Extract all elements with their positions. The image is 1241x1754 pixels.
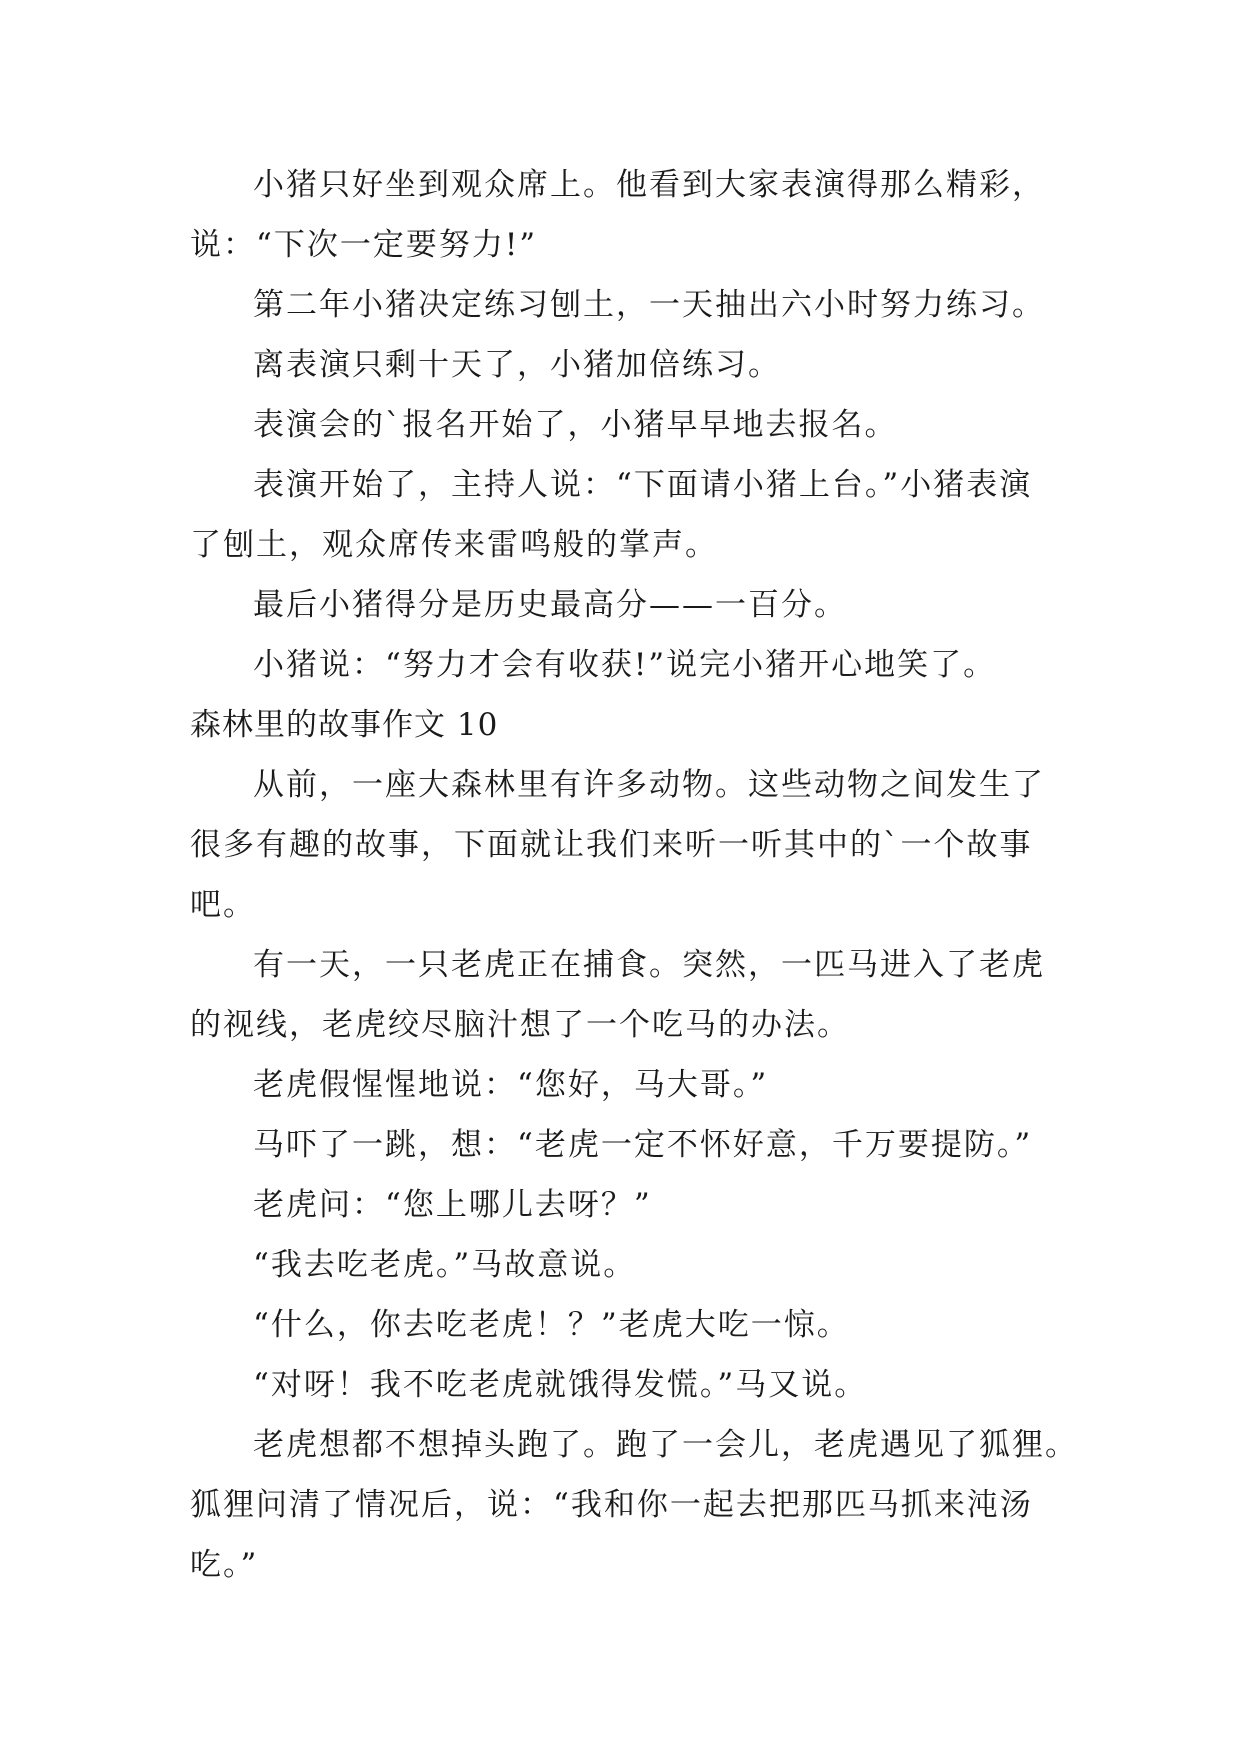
paragraph-line: 小猪说：“努力才会有收获!”说完小猪开心地笑了。: [253, 647, 997, 683]
paragraph-line: 从前，一座大森林里有许多动物。这些动物之间发生了: [253, 767, 1045, 803]
paragraph-line: 离表演只剩十天了，小猪加倍练习。: [253, 347, 781, 383]
paragraph-line: “什么，你去吃老虎！？”老虎大吃一惊。: [253, 1307, 850, 1343]
paragraph-line: 马吓了一跳，想：“老虎一定不怀好意，千万要提防。”: [253, 1127, 1033, 1163]
paragraph-line: “对呀！我不吃老虎就饿得发慌。”马又说。: [253, 1367, 868, 1403]
paragraph-line: 的视线，老虎绞尽脑汁想了一个吃马的办法。: [190, 1007, 850, 1043]
paragraph-line: 狐狸问清了情况后，说：“我和你一起去把那匹马抓来沌汤: [190, 1487, 1033, 1523]
paragraph-line: 最后小猪得分是历史最高分——一百分。: [253, 587, 847, 623]
paragraph-line: 很多有趣的故事，下面就让我们来听一听其中的`一个故事: [190, 827, 1033, 863]
paragraph-line: 表演会的`报名开始了，小猪早早地去报名。: [253, 407, 898, 443]
paragraph-line: 说：“下次一定要努力!”: [190, 227, 538, 263]
paragraph-line: 有一天，一只老虎正在捕食。突然，一匹马进入了老虎: [253, 947, 1045, 983]
paragraph-line: 表演开始了，主持人说：“下面请小猪上台。”小猪表演: [253, 467, 1033, 503]
paragraph-line: 第二年小猪决定练习刨土，一天抽出六小时努力练习。: [253, 287, 1045, 323]
paragraph-line: 吧。: [190, 887, 256, 923]
paragraph-line: 小猪只好坐到观众席上。他看到大家表演得那么精彩，: [253, 167, 1045, 203]
paragraph-line: “我去吃老虎。”马故意说。: [253, 1247, 637, 1283]
document-body: [190, 155, 1080, 1595]
section-heading: 森林里的故事作文 10: [190, 707, 499, 743]
paragraph-line: 老虎想都不想掉头跑了。跑了一会儿，老虎遇见了狐狸。: [253, 1427, 1078, 1463]
paragraph-line: 老虎假惺惺地说：“您好，马大哥。”: [253, 1067, 769, 1103]
paragraph-line: 老虎问：“您上哪儿去呀？”: [253, 1187, 652, 1223]
paragraph-line: 了刨土，观众席传来雷鸣般的掌声。: [190, 527, 718, 563]
paragraph-line: 吃。”: [190, 1547, 259, 1583]
